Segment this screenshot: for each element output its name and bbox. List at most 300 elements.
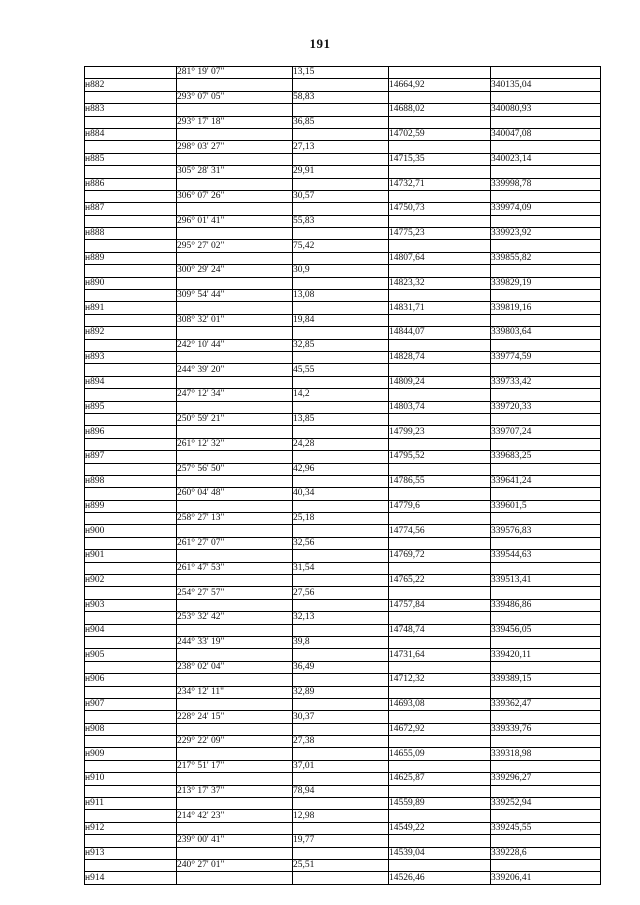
- segment-length-cell: [293, 822, 389, 834]
- y-coordinate-cell: [491, 686, 601, 698]
- y-coordinate-cell: [491, 438, 601, 450]
- segment-length-cell: [293, 252, 389, 264]
- table-row: [85, 785, 601, 797]
- segment-length-cell: [293, 773, 389, 785]
- direction-angle-cell: [177, 550, 293, 562]
- table-row: [85, 649, 601, 661]
- x-coordinate-cell: 14786,55: [389, 475, 491, 487]
- y-coordinate-cell: 339389,15: [491, 674, 601, 686]
- point-name-cell: [85, 265, 177, 277]
- point-name-cell: [85, 413, 177, 425]
- point-name-cell: н908: [85, 723, 177, 735]
- point-name-cell: н900: [85, 525, 177, 537]
- x-coordinate-cell: [389, 686, 491, 698]
- segment-length-cell: [293, 599, 389, 611]
- segment-length-cell: [293, 153, 389, 165]
- point-name-cell: н897: [85, 451, 177, 463]
- direction-angle-cell: 257° 56' 50": [177, 463, 293, 475]
- point-name-cell: н899: [85, 500, 177, 512]
- point-name-cell: [85, 760, 177, 772]
- y-coordinate-cell: 339733,42: [491, 376, 601, 388]
- point-name-cell: [85, 141, 177, 153]
- point-name-cell: н906: [85, 674, 177, 686]
- point-name-cell: [85, 488, 177, 500]
- x-coordinate-cell: 14795,52: [389, 451, 491, 463]
- point-name-cell: н914: [85, 872, 177, 884]
- direction-angle-cell: 308° 32' 01": [177, 314, 293, 326]
- segment-length-cell: [293, 178, 389, 190]
- direction-angle-cell: 242° 10' 44": [177, 339, 293, 351]
- segment-length-cell: 42,96: [293, 463, 389, 475]
- direction-angle-cell: 293° 17' 18": [177, 116, 293, 128]
- table-row: [85, 339, 601, 351]
- table-row: [85, 562, 601, 574]
- segment-length-cell: 36,49: [293, 661, 389, 673]
- y-coordinate-cell: 340080,93: [491, 104, 601, 116]
- direction-angle-cell: 240° 27' 01": [177, 860, 293, 872]
- direction-angle-cell: 229° 22' 09": [177, 736, 293, 748]
- table-row: [85, 636, 601, 648]
- table-row: [85, 141, 601, 153]
- table-row: [85, 661, 601, 673]
- segment-length-cell: 58,83: [293, 91, 389, 103]
- table-row: [85, 760, 601, 772]
- segment-length-cell: 30,57: [293, 190, 389, 202]
- segment-length-cell: 75,42: [293, 240, 389, 252]
- point-name-cell: [85, 314, 177, 326]
- x-coordinate-cell: 14539,04: [389, 847, 491, 859]
- x-coordinate-cell: 14799,23: [389, 426, 491, 438]
- direction-angle-cell: 258° 27' 13": [177, 513, 293, 525]
- point-name-cell: н891: [85, 302, 177, 314]
- direction-angle-cell: [177, 277, 293, 289]
- direction-angle-cell: [177, 723, 293, 735]
- y-coordinate-cell: 339362,47: [491, 698, 601, 710]
- table-row: [85, 723, 601, 735]
- segment-length-cell: 30,37: [293, 711, 389, 723]
- point-name-cell: [85, 438, 177, 450]
- y-coordinate-cell: 340135,04: [491, 79, 601, 91]
- x-coordinate-cell: 14757,84: [389, 599, 491, 611]
- y-coordinate-cell: 339318,98: [491, 748, 601, 760]
- x-coordinate-cell: 14526,46: [389, 872, 491, 884]
- y-coordinate-cell: [491, 240, 601, 252]
- point-name-cell: н911: [85, 798, 177, 810]
- y-coordinate-cell: [491, 389, 601, 401]
- table-row: [85, 488, 601, 500]
- x-coordinate-cell: [389, 116, 491, 128]
- table-row: [85, 426, 601, 438]
- point-name-cell: [85, 513, 177, 525]
- table-row: [85, 847, 601, 859]
- y-coordinate-cell: 339252,94: [491, 798, 601, 810]
- coordinates-table-body: [85, 67, 601, 885]
- y-coordinate-cell: 339544,63: [491, 550, 601, 562]
- segment-length-cell: [293, 698, 389, 710]
- point-name-cell: н883: [85, 104, 177, 116]
- table-row: [85, 686, 601, 698]
- direction-angle-cell: [177, 376, 293, 388]
- y-coordinate-cell: [491, 91, 601, 103]
- table-row: [85, 277, 601, 289]
- direction-angle-cell: 213° 17' 37": [177, 785, 293, 797]
- x-coordinate-cell: 14807,64: [389, 252, 491, 264]
- table-row: [85, 413, 601, 425]
- table-row: [85, 872, 601, 884]
- table-row: [85, 612, 601, 624]
- point-name-cell: [85, 810, 177, 822]
- direction-angle-cell: 247° 12' 34": [177, 389, 293, 401]
- x-coordinate-cell: [389, 364, 491, 376]
- segment-length-cell: [293, 203, 389, 215]
- y-coordinate-cell: 339829,19: [491, 277, 601, 289]
- y-coordinate-cell: [491, 364, 601, 376]
- x-coordinate-cell: [389, 562, 491, 574]
- y-coordinate-cell: 339486,86: [491, 599, 601, 611]
- y-coordinate-cell: 339855,82: [491, 252, 601, 264]
- direction-angle-cell: [177, 575, 293, 587]
- y-coordinate-cell: 339296,27: [491, 773, 601, 785]
- direction-angle-cell: [177, 426, 293, 438]
- y-coordinate-cell: [491, 463, 601, 475]
- direction-angle-cell: 296° 01' 41": [177, 215, 293, 227]
- x-coordinate-cell: [389, 636, 491, 648]
- point-name-cell: н884: [85, 128, 177, 140]
- point-name-cell: н886: [85, 178, 177, 190]
- table-row: [85, 748, 601, 760]
- x-coordinate-cell: [389, 860, 491, 872]
- segment-length-cell: [293, 277, 389, 289]
- point-name-cell: [85, 389, 177, 401]
- table-row: [85, 178, 601, 190]
- y-coordinate-cell: [491, 290, 601, 302]
- x-coordinate-cell: 14625,87: [389, 773, 491, 785]
- segment-length-cell: 32,56: [293, 537, 389, 549]
- x-coordinate-cell: 14655,09: [389, 748, 491, 760]
- table-row: [85, 389, 601, 401]
- point-name-cell: н901: [85, 550, 177, 562]
- point-name-cell: [85, 587, 177, 599]
- point-name-cell: [85, 67, 177, 79]
- segment-length-cell: 19,84: [293, 314, 389, 326]
- y-coordinate-cell: [491, 537, 601, 549]
- point-name-cell: н895: [85, 401, 177, 413]
- x-coordinate-cell: 14732,71: [389, 178, 491, 190]
- y-coordinate-cell: [491, 413, 601, 425]
- table-row: [85, 463, 601, 475]
- direction-angle-cell: [177, 203, 293, 215]
- direction-angle-cell: [177, 327, 293, 339]
- x-coordinate-cell: [389, 190, 491, 202]
- y-coordinate-cell: 340023,14: [491, 153, 601, 165]
- y-coordinate-cell: 339803,64: [491, 327, 601, 339]
- table-row: [85, 736, 601, 748]
- x-coordinate-cell: [389, 736, 491, 748]
- point-name-cell: [85, 463, 177, 475]
- page-number: 191: [309, 36, 331, 51]
- segment-length-cell: 24,28: [293, 438, 389, 450]
- segment-length-cell: 36,85: [293, 116, 389, 128]
- point-name-cell: н889: [85, 252, 177, 264]
- direction-angle-cell: 260° 04' 48": [177, 488, 293, 500]
- direction-angle-cell: [177, 649, 293, 661]
- table-row: [85, 302, 601, 314]
- direction-angle-cell: [177, 798, 293, 810]
- segment-length-cell: 78,94: [293, 785, 389, 797]
- direction-angle-cell: 293° 07' 05": [177, 91, 293, 103]
- segment-length-cell: [293, 104, 389, 116]
- direction-angle-cell: 228° 24' 15": [177, 711, 293, 723]
- direction-angle-cell: 250° 59' 21": [177, 413, 293, 425]
- point-name-cell: [85, 364, 177, 376]
- x-coordinate-cell: 14844,07: [389, 327, 491, 339]
- direction-angle-cell: [177, 822, 293, 834]
- y-coordinate-cell: [491, 513, 601, 525]
- table-row: [85, 401, 601, 413]
- point-name-cell: н909: [85, 748, 177, 760]
- y-coordinate-cell: [491, 166, 601, 178]
- direction-angle-cell: [177, 228, 293, 240]
- y-coordinate-cell: 339683,25: [491, 451, 601, 463]
- direction-angle-cell: 298° 03' 27": [177, 141, 293, 153]
- y-coordinate-cell: [491, 661, 601, 673]
- x-coordinate-cell: [389, 463, 491, 475]
- point-name-cell: н893: [85, 351, 177, 363]
- direction-angle-cell: [177, 153, 293, 165]
- y-coordinate-cell: [491, 612, 601, 624]
- direction-angle-cell: 281° 19' 07": [177, 67, 293, 79]
- x-coordinate-cell: [389, 67, 491, 79]
- direction-angle-cell: [177, 302, 293, 314]
- table-row: [85, 364, 601, 376]
- direction-angle-cell: [177, 252, 293, 264]
- direction-angle-cell: [177, 351, 293, 363]
- direction-angle-cell: [177, 698, 293, 710]
- table-row: [85, 376, 601, 388]
- y-coordinate-cell: 339245,55: [491, 822, 601, 834]
- y-coordinate-cell: [491, 314, 601, 326]
- table-row: [85, 252, 601, 264]
- table-row: [85, 798, 601, 810]
- coordinates-table: [84, 66, 601, 885]
- x-coordinate-cell: [389, 290, 491, 302]
- direction-angle-cell: 214° 42' 23": [177, 810, 293, 822]
- direction-angle-cell: [177, 525, 293, 537]
- point-name-cell: н882: [85, 79, 177, 91]
- y-coordinate-cell: [491, 562, 601, 574]
- y-coordinate-cell: 339720,33: [491, 401, 601, 413]
- x-coordinate-cell: 14672,92: [389, 723, 491, 735]
- table-row: [85, 438, 601, 450]
- table-row: [85, 822, 601, 834]
- y-coordinate-cell: [491, 760, 601, 772]
- direction-angle-cell: [177, 674, 293, 686]
- y-coordinate-cell: [491, 736, 601, 748]
- y-coordinate-cell: 339774,59: [491, 351, 601, 363]
- y-coordinate-cell: 339228,6: [491, 847, 601, 859]
- x-coordinate-cell: [389, 314, 491, 326]
- segment-length-cell: [293, 302, 389, 314]
- point-name-cell: н912: [85, 822, 177, 834]
- segment-length-cell: [293, 847, 389, 859]
- y-coordinate-cell: [491, 636, 601, 648]
- point-name-cell: н896: [85, 426, 177, 438]
- x-coordinate-cell: [389, 513, 491, 525]
- x-coordinate-cell: 14831,71: [389, 302, 491, 314]
- table-row: [85, 240, 601, 252]
- direction-angle-cell: 239° 00' 41": [177, 835, 293, 847]
- x-coordinate-cell: [389, 389, 491, 401]
- table-row: [85, 128, 601, 140]
- y-coordinate-cell: 339339,76: [491, 723, 601, 735]
- x-coordinate-cell: 14803,74: [389, 401, 491, 413]
- point-name-cell: [85, 166, 177, 178]
- point-name-cell: н902: [85, 575, 177, 587]
- table-row: [85, 537, 601, 549]
- x-coordinate-cell: [389, 587, 491, 599]
- table-row: [85, 500, 601, 512]
- segment-length-cell: [293, 376, 389, 388]
- direction-angle-cell: 244° 39' 20": [177, 364, 293, 376]
- segment-length-cell: [293, 674, 389, 686]
- table-row: [85, 698, 601, 710]
- point-name-cell: н903: [85, 599, 177, 611]
- y-coordinate-cell: [491, 265, 601, 277]
- x-coordinate-cell: [389, 240, 491, 252]
- segment-length-cell: 14,2: [293, 389, 389, 401]
- point-name-cell: [85, 661, 177, 673]
- segment-length-cell: [293, 748, 389, 760]
- x-coordinate-cell: [389, 810, 491, 822]
- segment-length-cell: [293, 798, 389, 810]
- segment-length-cell: [293, 649, 389, 661]
- x-coordinate-cell: [389, 537, 491, 549]
- point-name-cell: н888: [85, 228, 177, 240]
- direction-angle-cell: [177, 128, 293, 140]
- table-row: [85, 153, 601, 165]
- y-coordinate-cell: [491, 116, 601, 128]
- segment-length-cell: 13,85: [293, 413, 389, 425]
- table-row: [85, 190, 601, 202]
- x-coordinate-cell: [389, 339, 491, 351]
- table-row: [85, 451, 601, 463]
- segment-length-cell: 31,54: [293, 562, 389, 574]
- segment-length-cell: 32,89: [293, 686, 389, 698]
- segment-length-cell: 27,38: [293, 736, 389, 748]
- table-row: [85, 228, 601, 240]
- x-coordinate-cell: 14775,23: [389, 228, 491, 240]
- direction-angle-cell: 244° 33' 19": [177, 636, 293, 648]
- x-coordinate-cell: 14828,74: [389, 351, 491, 363]
- x-coordinate-cell: [389, 711, 491, 723]
- table-row: [85, 116, 601, 128]
- x-coordinate-cell: [389, 835, 491, 847]
- direction-angle-cell: [177, 401, 293, 413]
- point-name-cell: [85, 636, 177, 648]
- table-row: [85, 166, 601, 178]
- point-name-cell: [85, 785, 177, 797]
- table-row: [85, 79, 601, 91]
- x-coordinate-cell: 14774,56: [389, 525, 491, 537]
- table-row: [85, 599, 601, 611]
- x-coordinate-cell: [389, 215, 491, 227]
- y-coordinate-cell: 339206,41: [491, 872, 601, 884]
- table-row: [85, 314, 601, 326]
- y-coordinate-cell: [491, 785, 601, 797]
- x-coordinate-cell: 14702,59: [389, 128, 491, 140]
- table-row: [85, 860, 601, 872]
- segment-length-cell: [293, 128, 389, 140]
- point-name-cell: н905: [85, 649, 177, 661]
- table-row: [85, 575, 601, 587]
- point-name-cell: н892: [85, 327, 177, 339]
- segment-length-cell: [293, 79, 389, 91]
- table-row: [85, 290, 601, 302]
- direction-angle-cell: [177, 847, 293, 859]
- y-coordinate-cell: 339641,24: [491, 475, 601, 487]
- y-coordinate-cell: 340047,08: [491, 128, 601, 140]
- point-name-cell: [85, 91, 177, 103]
- point-name-cell: [85, 612, 177, 624]
- y-coordinate-cell: [491, 835, 601, 847]
- x-coordinate-cell: [389, 612, 491, 624]
- point-name-cell: [85, 736, 177, 748]
- y-coordinate-cell: [491, 339, 601, 351]
- x-coordinate-cell: 14731,64: [389, 649, 491, 661]
- segment-length-cell: 13,08: [293, 290, 389, 302]
- x-coordinate-cell: 14748,74: [389, 624, 491, 636]
- y-coordinate-cell: 339420,11: [491, 649, 601, 661]
- segment-length-cell: 32,13: [293, 612, 389, 624]
- segment-length-cell: [293, 475, 389, 487]
- segment-length-cell: [293, 426, 389, 438]
- direction-angle-cell: [177, 773, 293, 785]
- table-row: [85, 525, 601, 537]
- point-name-cell: [85, 537, 177, 549]
- y-coordinate-cell: [491, 67, 601, 79]
- segment-length-cell: 39,8: [293, 636, 389, 648]
- point-name-cell: н890: [85, 277, 177, 289]
- table-row: [85, 351, 601, 363]
- point-name-cell: [85, 240, 177, 252]
- segment-length-cell: [293, 525, 389, 537]
- direction-angle-cell: 217° 51' 17": [177, 760, 293, 772]
- y-coordinate-cell: 339974,09: [491, 203, 601, 215]
- y-coordinate-cell: [491, 488, 601, 500]
- direction-angle-cell: 295° 27' 02": [177, 240, 293, 252]
- x-coordinate-cell: 14715,35: [389, 153, 491, 165]
- direction-angle-cell: [177, 451, 293, 463]
- point-name-cell: [85, 860, 177, 872]
- segment-length-cell: [293, 872, 389, 884]
- y-coordinate-cell: 339456,05: [491, 624, 601, 636]
- segment-length-cell: [293, 500, 389, 512]
- y-coordinate-cell: 339513,41: [491, 575, 601, 587]
- segment-length-cell: 12,98: [293, 810, 389, 822]
- point-name-cell: н913: [85, 847, 177, 859]
- y-coordinate-cell: 339601,5: [491, 500, 601, 512]
- table-row: [85, 711, 601, 723]
- segment-length-cell: [293, 327, 389, 339]
- x-coordinate-cell: [389, 141, 491, 153]
- direction-angle-cell: 234° 12' 11": [177, 686, 293, 698]
- x-coordinate-cell: 14549,22: [389, 822, 491, 834]
- y-coordinate-cell: [491, 141, 601, 153]
- direction-angle-cell: [177, 872, 293, 884]
- segment-length-cell: 32,85: [293, 339, 389, 351]
- table-row: [85, 624, 601, 636]
- x-coordinate-cell: 14750,73: [389, 203, 491, 215]
